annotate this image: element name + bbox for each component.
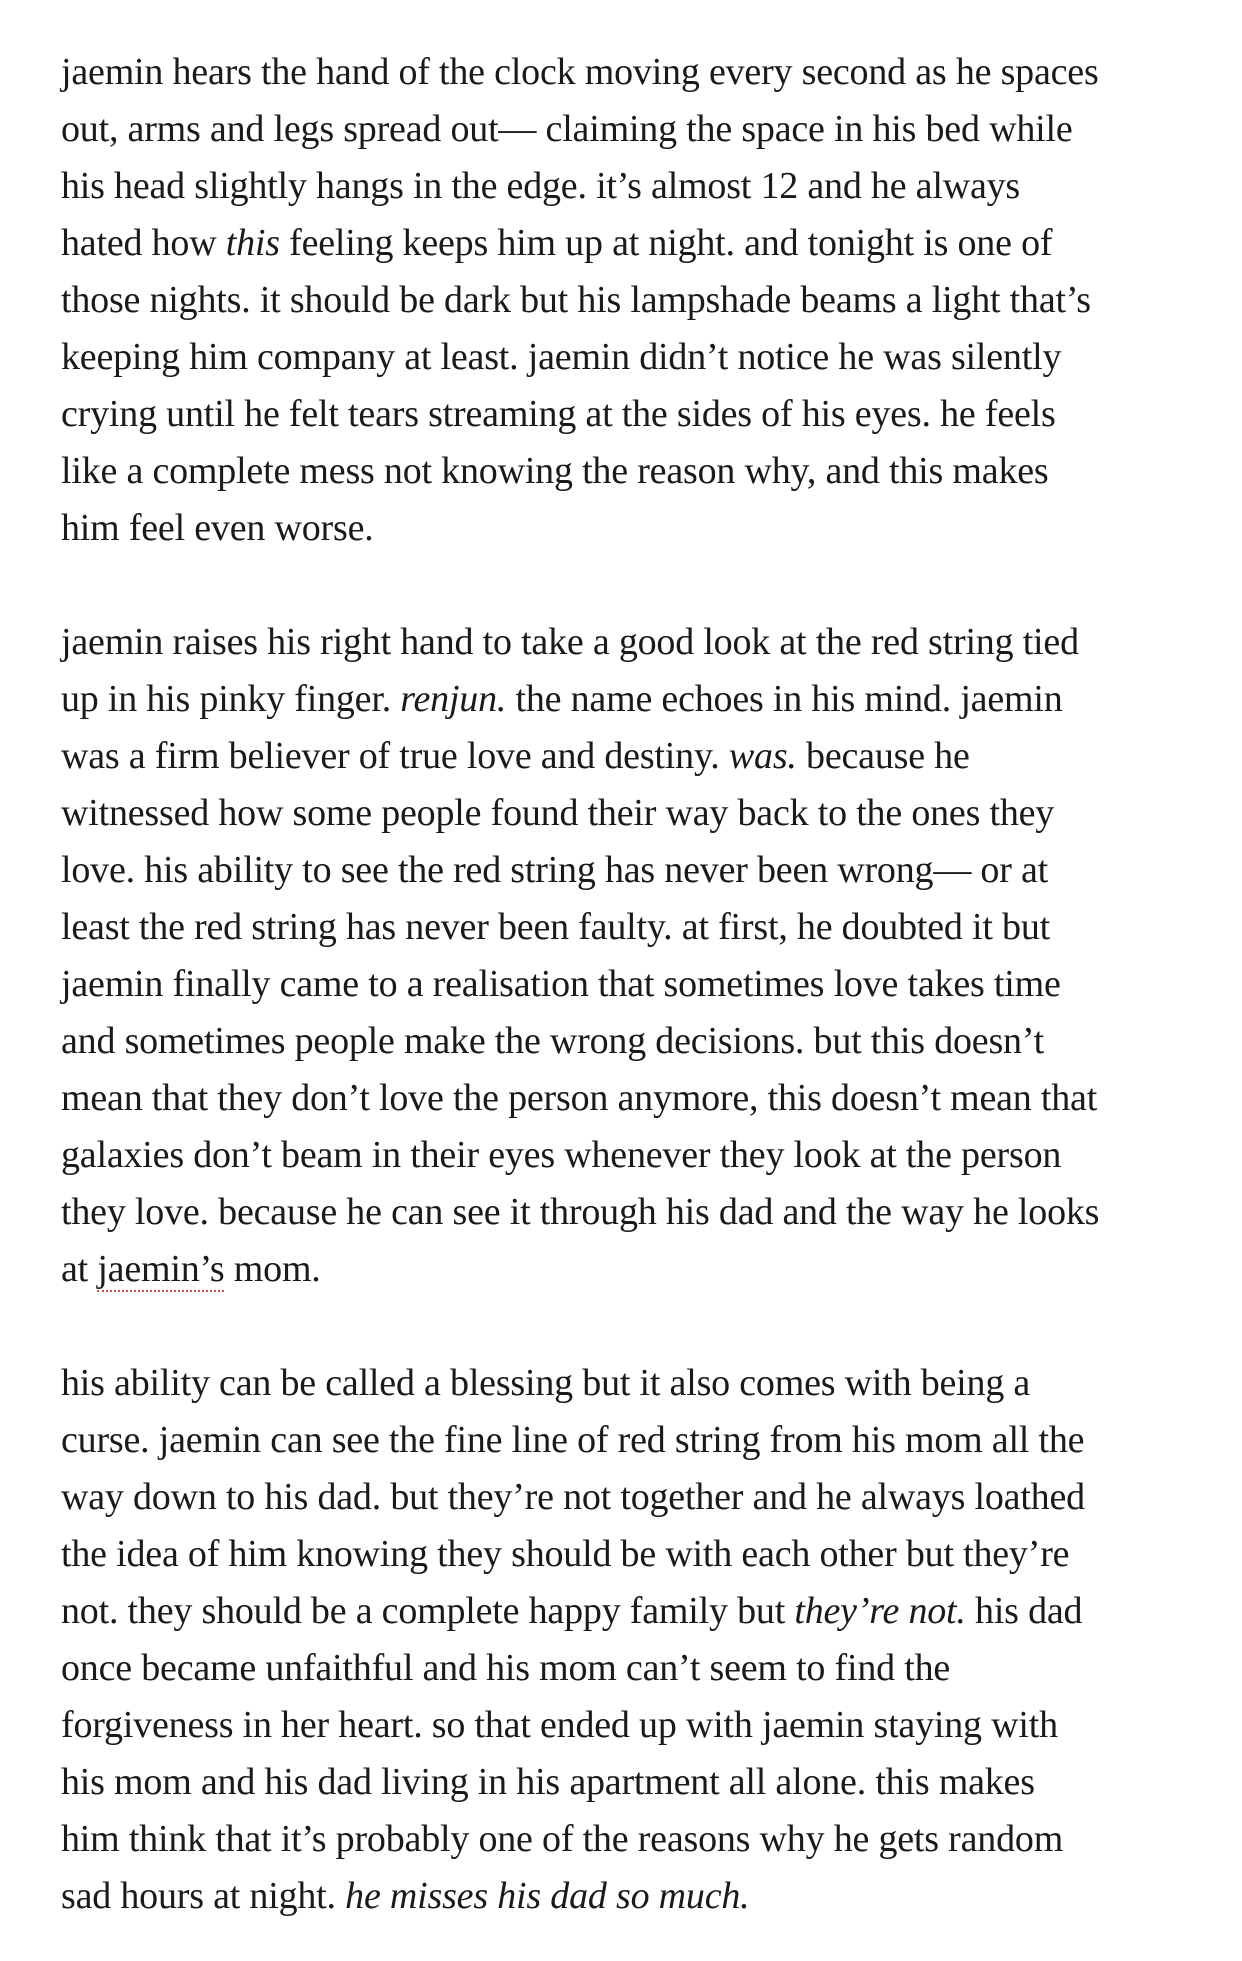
text-line [61, 158, 1201, 215]
text-line [61, 215, 1201, 272]
spellcheck-flagged-word: jaemin’s [97, 1248, 225, 1290]
text-line [61, 671, 1201, 728]
text-segment: hated how [61, 222, 226, 264]
text-segment: his head slightly hangs in the edge. it’s almost 12 and he always [61, 165, 1021, 207]
text-segment: once became unfaithful and his mom can’t seem to find the [61, 1647, 951, 1689]
text-line [61, 1583, 1201, 1640]
text-segment: those nights. it should be dark but his lampshade beams a light that’s [61, 279, 1091, 321]
text-segment: his mom and his dad living in his apartment all alone. this makes [61, 1761, 1035, 1803]
text-line [61, 500, 1201, 557]
text-line [61, 1184, 1201, 1241]
text-segment: least the red string has never been faulty. at first, he doubted it but [61, 906, 1050, 948]
text-segment: him feel even worse. [61, 507, 374, 549]
text-line [61, 1697, 1201, 1754]
text-segment: jaemin hears the hand of the clock moving every second as he spaces [61, 51, 1099, 93]
text-segment: way down to his dad. but they’re not together and he always loathed [61, 1476, 1085, 1518]
text-segment: the idea of him knowing they should be with each other but they’re [61, 1533, 1070, 1575]
text-segment: keeping him company at least. jaemin didn’t notice he was silently [61, 336, 1062, 378]
text-segment: crying until he felt tears streaming at the sides of his eyes. he feels [61, 393, 1056, 435]
text-segment: galaxies don’t beam in their eyes whenever they look at the person [61, 1134, 1062, 1176]
text-segment: not. they should be a complete happy family but [61, 1590, 795, 1632]
text-segment: witnessed how some people found their way back to the ones they [61, 792, 1055, 834]
text-segment: and sometimes people make the wrong decisions. but this doesn’t [61, 1020, 1044, 1062]
text-segment: jaemin finally came to a realisation that sometimes love takes time [61, 963, 1061, 1005]
text-line [61, 1811, 1201, 1868]
text-segment: sad hours at night. [61, 1875, 346, 1917]
text-segment: his dad [965, 1590, 1083, 1632]
text-segment: up in his pinky finger. [61, 678, 401, 720]
text-line [61, 614, 1201, 671]
text-line [61, 1640, 1201, 1697]
text-line [61, 1412, 1201, 1469]
paragraph-2 [61, 614, 1201, 1298]
text-line [61, 899, 1201, 956]
text-line [61, 956, 1201, 1013]
text-segment: out, arms and legs spread out— claiming the space in his bed while [61, 108, 1073, 150]
text-segment: the name echoes in his mind. jaemin [506, 678, 1063, 720]
text-line [61, 1070, 1201, 1127]
text-line [61, 1754, 1201, 1811]
text-segment: mom. [224, 1248, 321, 1290]
italic-text: this [225, 222, 280, 264]
text-segment: him think that it’s probably one of the reasons why he gets random [61, 1818, 1064, 1860]
text-line [61, 44, 1201, 101]
text-line [61, 1868, 1201, 1925]
text-segment: mean that they don’t love the person anymore, this doesn’t mean that [61, 1077, 1098, 1119]
text-segment: at [61, 1248, 98, 1290]
text-segment: feeling keeps him up at night. and tonight is one of [279, 222, 1053, 264]
text-segment: like a complete mess not knowing the reason why, and this makes [61, 450, 1049, 492]
italic-text: they’re not. [794, 1590, 966, 1632]
text-line [61, 1526, 1201, 1583]
text-line [61, 842, 1201, 899]
italic-text: he misses his dad so much. [345, 1875, 750, 1917]
paragraph-1 [61, 44, 1201, 557]
text-line [61, 785, 1201, 842]
text-segment: love. his ability to see the red string has never been wrong— or at [61, 849, 1048, 891]
text-line [61, 728, 1201, 785]
text-line [61, 1355, 1201, 1412]
text-segment: curse. jaemin can see the fine line of red string from his mom all the [61, 1419, 1085, 1461]
text-segment: they love. because he can see it through his dad and the way he looks [61, 1191, 1100, 1233]
italic-text: renjun. [400, 678, 507, 720]
text-line [61, 1013, 1201, 1070]
text-segment: jaemin raises his right hand to take a good look at the red string tied [61, 621, 1079, 663]
document-body [61, 44, 1201, 1925]
italic-text: was. [728, 735, 797, 777]
text-line [61, 101, 1201, 158]
text-line [61, 272, 1201, 329]
text-segment: his ability can be called a blessing but it also comes with being a [61, 1362, 1031, 1404]
text-line [61, 443, 1201, 500]
text-line [61, 329, 1201, 386]
text-segment: because he [796, 735, 970, 777]
text-line [61, 1127, 1201, 1184]
text-line [61, 1469, 1201, 1526]
text-segment: forgiveness in her heart. so that ended up with jaemin staying with [61, 1704, 1058, 1746]
text-line [61, 386, 1201, 443]
text-line [61, 1241, 1201, 1298]
paragraph-3 [61, 1355, 1201, 1925]
text-segment: was a firm believer of true love and destiny. [61, 735, 729, 777]
